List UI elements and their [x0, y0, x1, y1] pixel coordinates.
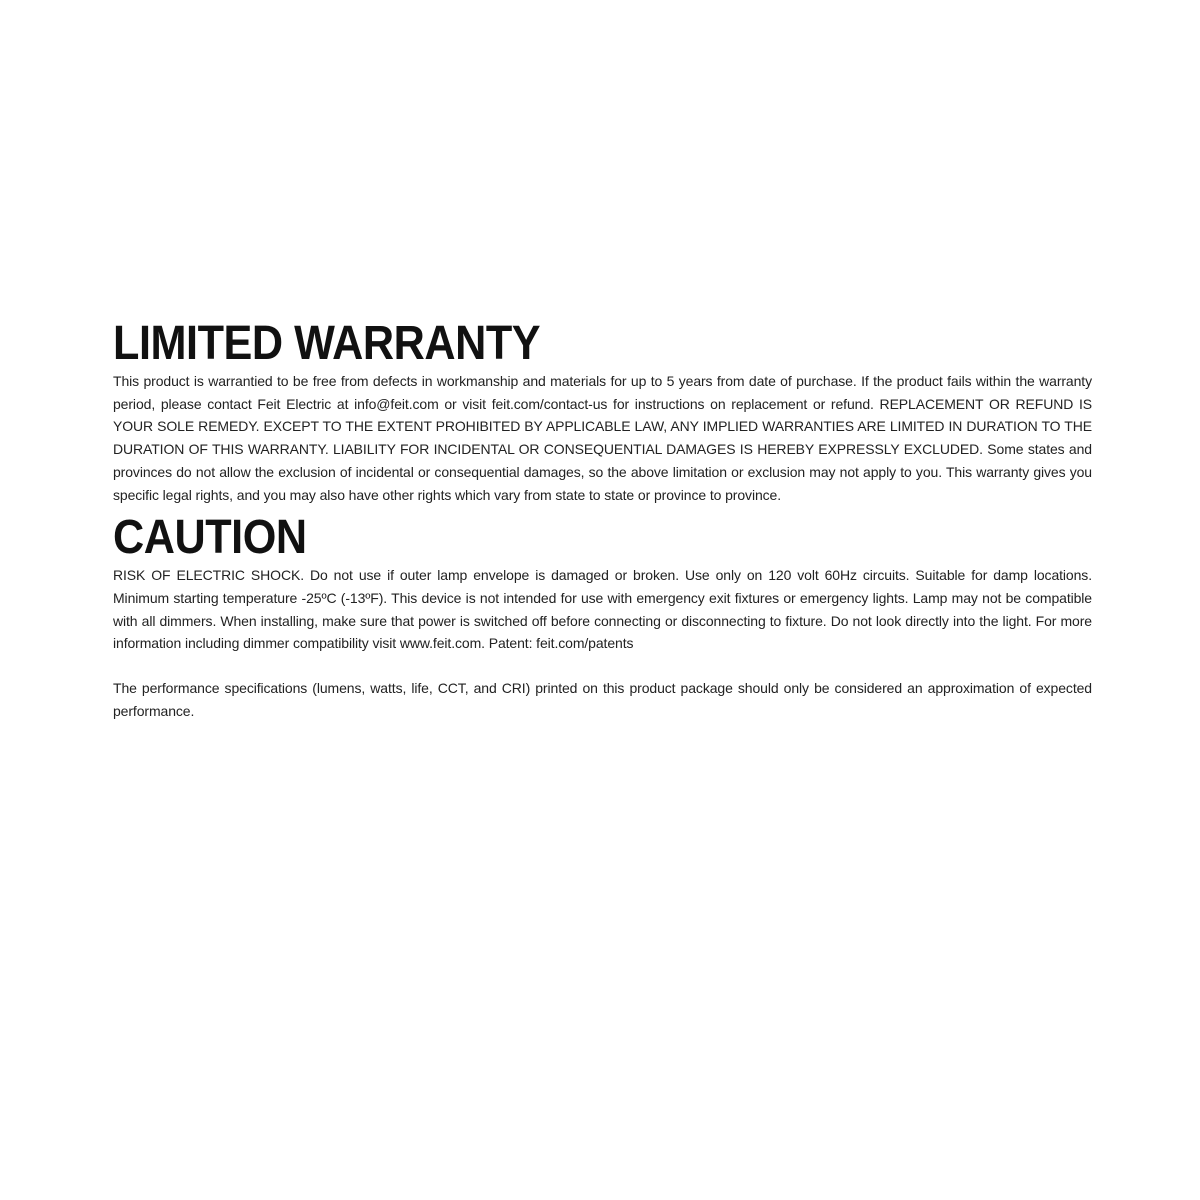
limited-warranty-text: This product is warrantied to be free from defects in workmanship and materials for up to 5 years from date of purchase. If the product fails within the warranty period, please contact Feit Electric at info@feit.com or visit feit.com/contact-us for instructions on replacement or refund. REPLACEMENT OR REFUND IS YOUR SOLE REMEDY. EXCEPT TO THE EXTENT PROHIBITED BY APPLICABLE LAW, ANY IMPLIED WARRANTIES ARE LIMITED IN DURATION TO THE DURATION OF THIS WARRANTY. LIABILITY FOR INCIDENTAL OR CONSEQUENTIAL DAMAGES IS HEREBY EXPRESSLY EXCLUDED. Some states and provinces do not allow the exclusion of incidental or consequential damages, so the above limitation or exclusion may not apply to you. This warranty gives you specific legal rights, and you may also have other rights which vary from state to state or province to province.	[113, 373, 1092, 503]
limited-warranty-heading: LIMITED WARRANTY	[113, 317, 541, 370]
document-content	[113, 318, 1092, 722]
caution-text: RISK OF ELECTRIC SHOCK. Do not use if outer lamp envelope is damaged or broken. Use only on 120 volt 60Hz circuits. Suitable for damp locations. Minimum starting temperature -25ºC (-13ºF). This device is not intended for use with emergency exit fixtures or emergency lights. Lamp may not be compatible with all dimmers. When installing, make sure that power is switched off before connecting or disconnecting to fixture. Do not look directly into the light. For more information including dimmer compatibility visit www.feit.com. Patent: feit.com/patents	[113, 567, 1092, 652]
performance-notice-text: The performance specifications (lumens, watts, life, CCT, and CRI) printed on this product package should only be considered an approximation of expected performance.	[113, 680, 1092, 719]
caution-heading: CAUTION	[113, 511, 307, 565]
